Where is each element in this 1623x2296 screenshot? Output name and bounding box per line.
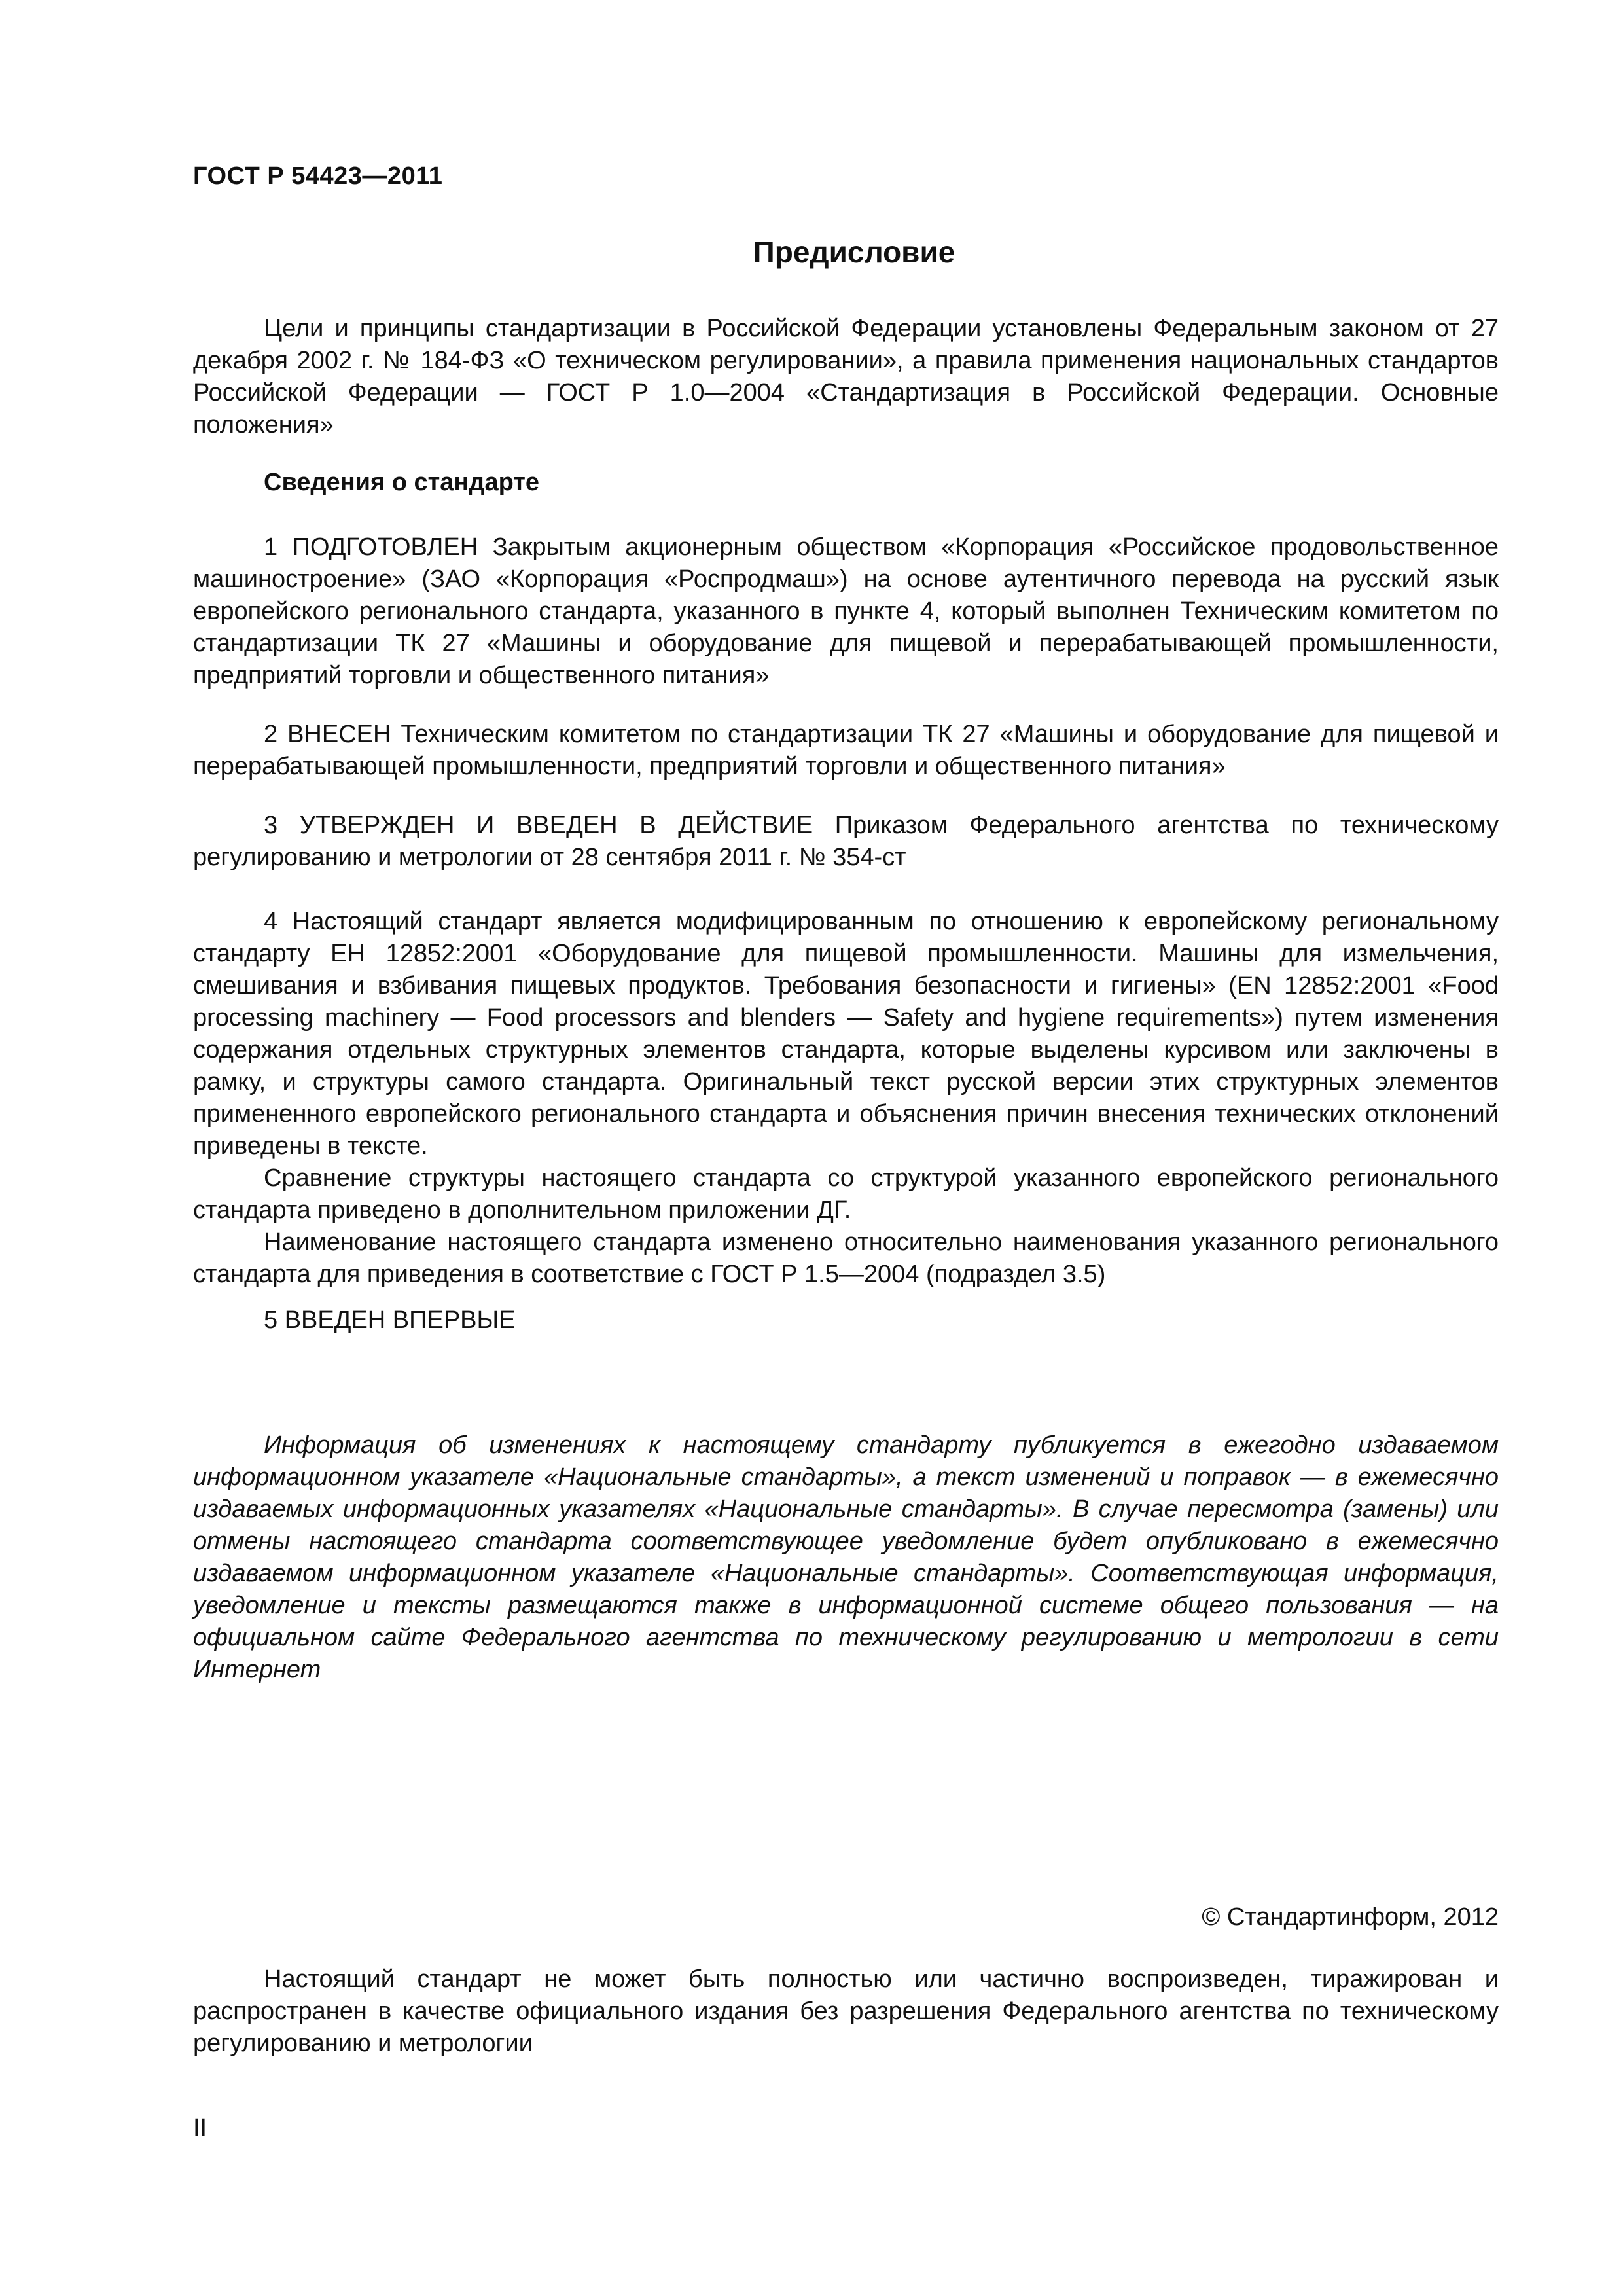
- page-title: Предисловие: [753, 235, 955, 269]
- item-3: [193, 810, 1499, 874]
- page-number: II: [193, 2114, 207, 2142]
- changes-notice-text: Информация об изменениях к настоящему стандарту публикуется в ежегодно издаваемом информационном указателе «Национальные стандарты», а текст изменений и поправок — в ежемесячно издаваемых информационных указателях «Национальные стандарты». В случае пересмотра (замены) или отмены настоящего стандарта соответствующее уведомление будет опубликовано в ежемесячно издаваемом информационном указателе «Национальные стандарты». Соответствующая информация, уведомление и тексты размещаются также в информационной системе общего пользования — на официальном сайте Федерального агентства по техническому регулированию и метрологии в сети Интернет: [193, 1431, 1499, 1683]
- item-3-text: 3 УТВЕРЖДЕН И ВВЕДЕН В ДЕЙСТВИЕ Приказом Федерального агентства по техническому регулированию и метрологии от 28 сентября 2011 г. № 354-ст: [193, 812, 1499, 871]
- item-5: [193, 1304, 1499, 1336]
- changes-notice: [193, 1429, 1499, 1686]
- copyright: © Стандартинформ, 2012: [1202, 1903, 1499, 1931]
- item-2: [193, 719, 1499, 783]
- item-4-paragraph-3: Наименование настоящего стандарта изменено относительно наименования указанного регионального стандарта для приведения в соответствие с ГОСТ Р 1.5—2004 (подраздел 3.5): [193, 1229, 1499, 1288]
- item-4-paragraph-1: 4 Настоящий стандарт является модифицированным по отношению к европейскому региональному стандарту ЕН 12852:2001 «Оборудование для пищевой промышленности. Машины для измельчения, смешивания и взбивания пищевых продуктов. Требования безопасности и гигиены» (EN 12852:2001 «Food processing machinery — Food processors and blenders — Safety and hygiene requirements») путем изменения содержания отдельных структурных элементов стандарта, которые выделены курсивом или заключены в рамку, и структуры самого стандарта. Оригинальный текст русской версии этих структурных элементов примененного европейского регионального стандарта и объяснения причин внесения технических отклонений приведены в тексте.: [193, 908, 1499, 1160]
- item-2-text: 2 ВНЕСЕН Техническим комитетом по стандартизации ТК 27 «Машины и оборудование для пищевой и перерабатывающей промышленности, предприятий торговли и общественного питания»: [193, 721, 1499, 780]
- item-5-text: 5 ВВЕДЕН ВПЕРВЫЕ: [264, 1306, 516, 1334]
- item-4-paragraph-2: Сравнение структуры настоящего стандарта со структурой указанного европейского регионального стандарта приведено в дополнительном приложении ДГ.: [193, 1164, 1499, 1224]
- intro-paragraph: [193, 313, 1499, 441]
- item-1: [193, 531, 1499, 692]
- section-heading: Сведения о стандарте: [264, 469, 540, 496]
- standard-designation: ГОСТ Р 54423—2011: [193, 162, 443, 190]
- item-1-text: 1 ПОДГОТОВЛЕН Закрытым акционерным обществом «Корпорация «Российское продовольственное машиностроение» (ЗАО «Корпорация «Роспродмаш») на основе аутентичного перевода на русский язык европейского регионального стандарта, указанного в пункте 4, который выполнен Техническим комитетом по стандартизации ТК 27 «Машины и оборудование для пищевой и перерабатывающей промышленности, предприятий торговли и общественного питания»: [193, 533, 1499, 689]
- intro-text: Цели и принципы стандартизации в Российской Федерации установлены Федеральным законом от 27 декабря 2002 г. № 184-ФЗ «О техническом регулировании», а правила применения национальных стандартов Российской Федерации — ГОСТ Р 1.0—2004 «Стандартизация в Российской Федерации. Основные положения»: [193, 315, 1499, 439]
- reproduction-notice: [193, 1964, 1499, 2060]
- reproduction-notice-text: Настоящий стандарт не может быть полностью или частично воспроизведен, тиражирован и распространен в качестве официального издания без разрешения Федерального агентства по техническому регулированию и метрологии: [193, 1965, 1499, 2057]
- item-4: [193, 906, 1499, 1291]
